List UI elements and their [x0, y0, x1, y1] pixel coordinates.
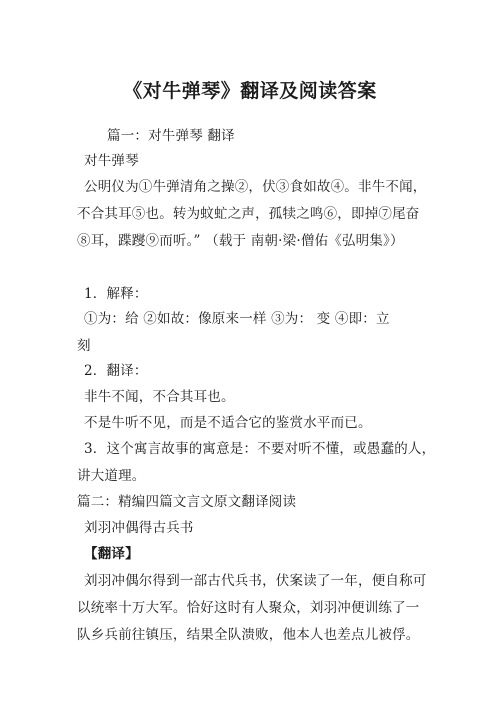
- text-line: ⑧耳，蹀躞⑨而听。” （载于 南朝·梁·僧佑《弘明集》）: [77, 233, 404, 249]
- question-heading: 2．翻译：: [84, 363, 148, 379]
- answer-line: ①为：给 ②如故：像原来一样 ③为： 变 ④即：立: [84, 311, 390, 327]
- story-title: 刘羽冲偶得古兵书: [84, 520, 194, 536]
- section-heading-part1: 篇一：对牛弹琴 翻译: [107, 128, 235, 144]
- section-heading-part2: 篇二：精编四篇文言文原文翻译阅读: [77, 494, 297, 510]
- text-line: 刘羽冲偶尔得到一部古代兵书，伏案读了一年，便自称可: [84, 573, 427, 589]
- story-title: 对牛弹琴: [84, 153, 139, 169]
- question-heading: 1．解释：: [84, 286, 148, 302]
- answer-line: 刻: [77, 338, 91, 354]
- text-line: 以统率十万大军。恰好这时有人聚众，刘羽冲便训练了一: [77, 600, 420, 616]
- answer-line: 3．这个寓言故事的寓意是：不要对听不懂，或愚蠢的人，: [84, 441, 436, 457]
- text-line: 公明仪为①牛弹清角之操②，伏③食如故④。非牛不闻，: [84, 179, 427, 195]
- answer-line: 讲大道理。: [77, 468, 146, 484]
- document-title: 《对牛弹琴》翻译及阅读答案: [123, 80, 377, 102]
- text-line: 队乡兵前往镇压，结果全队溃败，他本人也差点儿被俘。: [77, 627, 420, 643]
- translation-heading: 【翻译】: [84, 546, 139, 562]
- answer-line: 不是牛听不见，而是不适合它的鉴赏水平而已。: [84, 415, 372, 431]
- answer-line: 非牛不闻，不合其耳也。: [84, 389, 235, 405]
- text-line: 不合其耳⑤也。转为蚊虻之声，孤犊之鸣⑥，即掉⑦尾奋: [77, 206, 420, 222]
